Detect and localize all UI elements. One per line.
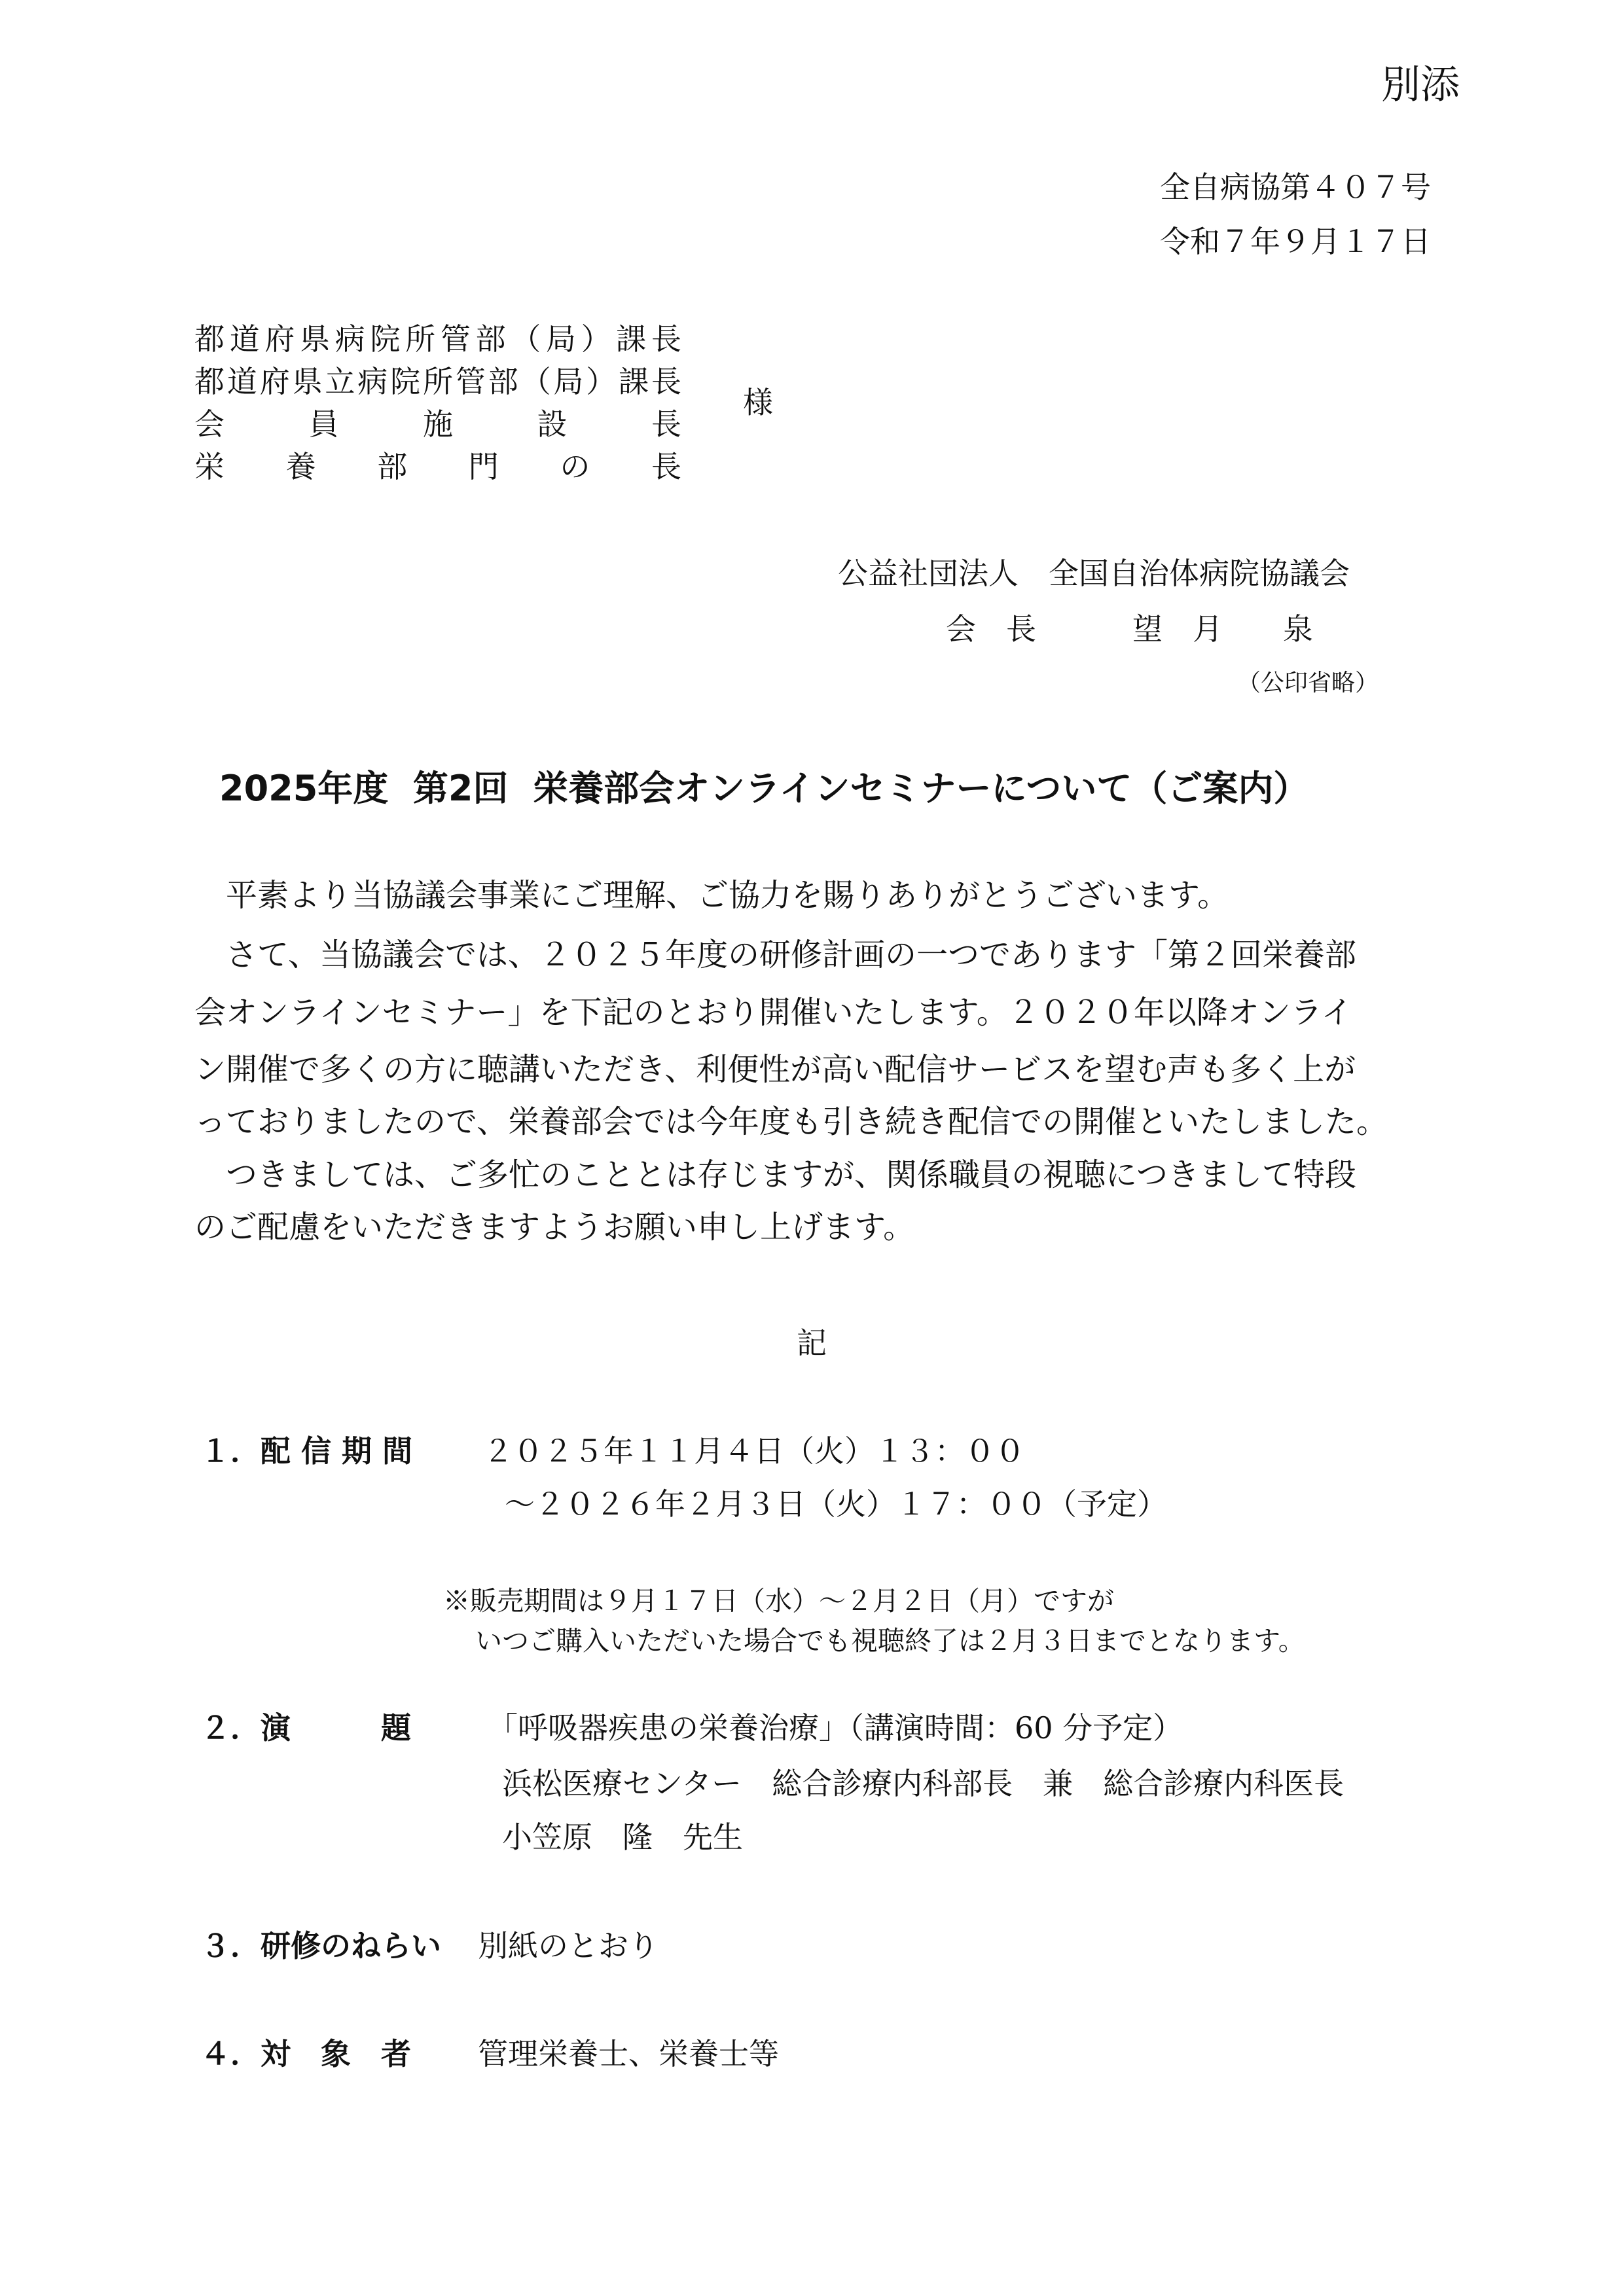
sender-title: 会 長 bbox=[946, 611, 1036, 647]
char: 栄 bbox=[194, 449, 225, 484]
addressee-line bbox=[194, 406, 681, 442]
item-note: いつご購入いただいた場合でも視聴終了は２月３日までとなります。 bbox=[475, 1625, 1305, 1657]
char: 部 bbox=[377, 449, 408, 484]
char: 養 bbox=[285, 449, 316, 484]
seal-note: （公印省略） bbox=[1237, 670, 1379, 696]
document-number: 全自病協第４０７号 bbox=[1160, 170, 1431, 205]
body-line: のご配慮をいただきますようお願い申し上げます。 bbox=[194, 1209, 915, 1246]
attachment-label: 別添 bbox=[1381, 62, 1460, 108]
item-value: 小笠原 隆 先生 bbox=[502, 1820, 743, 1855]
char: 長 bbox=[651, 449, 681, 484]
addressee-line: 都道府県立病院所管部（局）課長 bbox=[194, 364, 681, 399]
body-line: ン開催で多くの方に聴講いただき、利便性が高い配信サービスを望む声も多く上が bbox=[194, 1051, 1356, 1088]
sender-name: 望 月 泉 bbox=[1132, 611, 1313, 647]
char: 設 bbox=[537, 406, 568, 442]
item-value: ～２０２６年２月３日（火）１７：００（予定） bbox=[505, 1486, 1167, 1522]
item-label: ４．対 象 者 bbox=[200, 2036, 411, 2072]
char: 長 bbox=[651, 406, 681, 442]
item-label: ３．研修のねらい bbox=[200, 1928, 441, 1964]
item-value: ２０２５年１１月４日（火）１３：００ bbox=[483, 1433, 1025, 1469]
char: 門 bbox=[468, 449, 499, 484]
document-title: 2025年度 第2回 栄養部会オンラインセミナーについて（ご案内） bbox=[219, 768, 1309, 809]
item-value: 「呼吸器疾患の栄養治療」（講演時間：60 分予定） bbox=[488, 1710, 1183, 1746]
body-line: 会オンラインセミナー」を下記のとおり開催いたします。２０２０年以降オンライ bbox=[194, 994, 1353, 1031]
document-date: 令和７年９月１７日 bbox=[1160, 224, 1431, 259]
body-line: っておりましたので、栄養部会では今年度も引き続き配信での開催といたしました。 bbox=[194, 1103, 1388, 1140]
body-line: 平素より当協議会事業にご理解、ご協力を賜りありがとうございます。 bbox=[194, 877, 1229, 914]
item-value: 管理栄養士、栄養士等 bbox=[478, 2036, 779, 2072]
char: 会 bbox=[194, 406, 225, 442]
item-note: ※販売期間は９月１７日（水）～２月２日（月）ですが bbox=[443, 1585, 1114, 1617]
char: 員 bbox=[308, 406, 339, 442]
ki-heading: 記 bbox=[797, 1325, 827, 1361]
item-label: １．配 信 期 間 bbox=[200, 1433, 413, 1469]
sender-organization: 公益社団法人 全国自治体病院協議会 bbox=[838, 556, 1350, 591]
body-line: つきましては、ご多忙のこととは存じますが、関係職員の視聴につきまして特段 bbox=[194, 1157, 1357, 1193]
item-label: ２．演 題 bbox=[200, 1710, 411, 1746]
char: の bbox=[560, 449, 590, 484]
body-line: さて、当協議会では、２０２５年度の研修計画の一つであります「第２回栄養部 bbox=[194, 937, 1357, 973]
item-value: 別紙のとおり bbox=[478, 1928, 659, 1964]
item-value: 浜松医療センター 総合診療内科部長 兼 総合診療内科医長 bbox=[502, 1766, 1344, 1801]
char: 施 bbox=[423, 406, 453, 442]
addressee-line bbox=[194, 449, 681, 484]
addressee-line: 都道府県病院所管部（局）課長 bbox=[194, 321, 681, 357]
honorific: 様 bbox=[743, 385, 773, 420]
